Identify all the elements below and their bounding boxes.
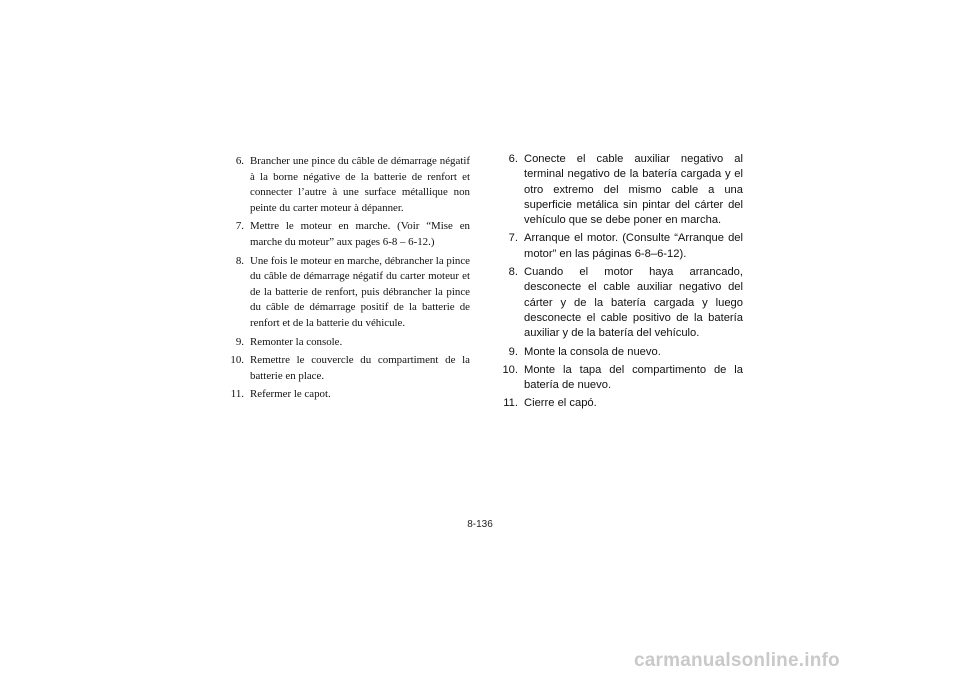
step-text: Conecte el cable auxiliar negativo al terminal negativo de la batería cargada y el otro extremo del mismo cable a una superficie metálica sin pintar del cárter del vehículo que se debe poner en marcha. [524,153,743,227]
step-text: Cierre el capó. [524,397,597,410]
step-text: Cuando el motor haya arrancado, desconecte el cable auxiliar negativo del cárter y de la batería cargada y luego desconecte el cable positivo de la batería auxiliar y de la batería del vehículo. [524,266,743,340]
step-text: Mettre le moteur en marche. (Voir “Mise en marche du moteur” aux pages 6-8 – 6-12.) [250,220,470,248]
list-item [222,254,470,332]
step-text: Refermer le capot. [250,388,331,401]
french-instructions [222,154,470,406]
step-number: 10. [230,354,244,367]
list-item [222,219,470,250]
step-number: 10. [502,363,518,376]
step-number: 7. [235,220,244,233]
page-number: 8-136 [467,519,493,530]
step-text: Monte la tapa del compartimento de la batería de nuevo. [524,363,743,392]
step-number: 11. [230,388,244,401]
step-text: Arranque el motor. (Consulte “Arranque del motor” en las páginas 6-8–6-12). [524,232,743,260]
step-text: Remettre le couvercle du compartiment de la batterie en place. [250,354,470,382]
list-item [496,363,743,394]
step-number: 6. [508,153,518,165]
step-number: 6. [235,155,244,167]
step-text: Remonter la console. [250,335,343,348]
list-item [222,387,470,403]
step-number: 8. [235,254,244,267]
step-text: Monte la consola de nuevo. [524,345,661,358]
list-item [222,335,470,351]
watermark: carmanualsonline.info [634,650,840,671]
step-number: 9. [508,345,518,358]
list-item [496,265,743,341]
spanish-instructions [496,152,743,415]
list-item [496,152,743,228]
step-number: 11. [503,397,518,410]
step-number: 9. [235,335,244,348]
step-number: 7. [508,232,518,245]
step-text: Brancher une pince du câble de démarrage négatif à la borne négative de la batterie de renfort et connecter l’autre à une surface métallique non peinte du carter moteur à dépanner. [250,155,470,214]
list-item [496,396,743,411]
list-item [496,345,743,360]
list-item [222,154,470,216]
list-item [222,353,470,384]
step-text: Une fois le moteur en marche, débrancher la pince du câble de démarrage négatif du carter moteur et de la batterie de renfort, puis débrancher la pince du câble de démarrage positif de la batterie de renfort et de la batterie du véhicule. [250,254,470,329]
list-item [496,231,743,262]
step-number: 8. [508,266,518,279]
